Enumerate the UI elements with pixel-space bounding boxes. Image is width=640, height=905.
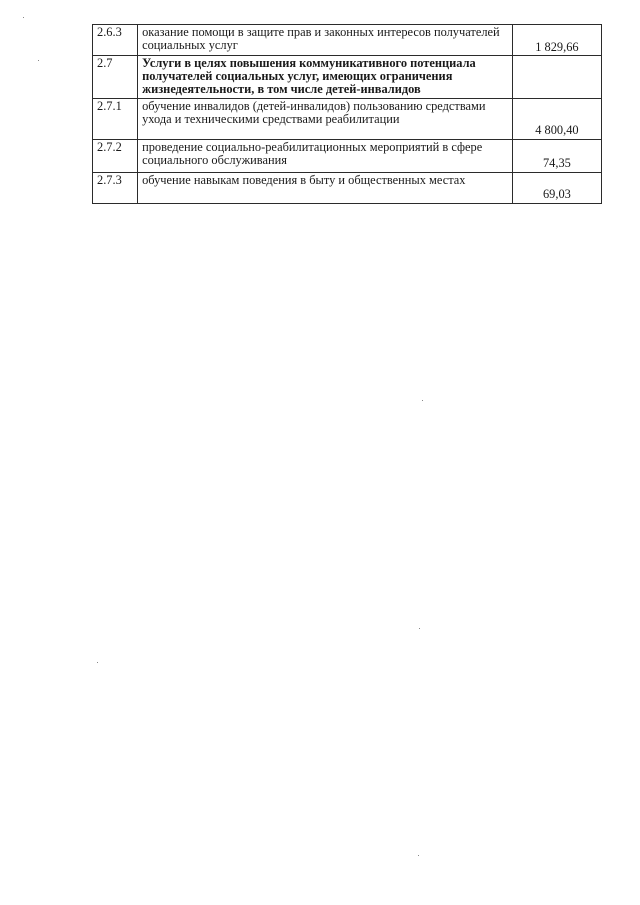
service-name: обучение инвалидов (детей-инвалидов) пользованию средствами ухода и техническими средствами реабилитации bbox=[138, 98, 513, 139]
service-price: 1 829,66 bbox=[512, 25, 601, 56]
scan-speck bbox=[23, 17, 24, 18]
service-name: проведение социально-реабилитационных мероприятий в сфере социального обслуживания bbox=[138, 139, 513, 172]
service-name: обучение навыкам поведения в быту и общественных местах bbox=[138, 172, 513, 203]
section-code: 2.7 bbox=[93, 56, 138, 99]
scan-speck bbox=[419, 628, 420, 629]
service-price: 69,03 bbox=[512, 172, 601, 203]
section-title: Услуги в целях повышения коммуникативного потенциала получателей социальных услуг, имеющих ограничения жизнедеятельности, в том числе детей-инвалидов bbox=[138, 56, 513, 99]
service-code: 2.6.3 bbox=[93, 25, 138, 56]
table-row bbox=[93, 139, 602, 172]
section-price bbox=[512, 56, 601, 99]
service-price: 4 800,40 bbox=[512, 98, 601, 139]
service-price: 74,35 bbox=[512, 139, 601, 172]
service-code: 2.7.3 bbox=[93, 172, 138, 203]
table-row bbox=[93, 172, 602, 203]
scan-speck bbox=[422, 400, 423, 401]
scan-speck bbox=[418, 855, 419, 856]
tariff-table bbox=[92, 24, 602, 204]
service-code: 2.7.1 bbox=[93, 98, 138, 139]
scan-speck bbox=[97, 662, 98, 663]
service-name: оказание помощи в защите прав и законных интересов получателей социальных услуг bbox=[138, 25, 513, 56]
table-row bbox=[93, 98, 602, 139]
scan-speck bbox=[38, 60, 39, 61]
table-row-section bbox=[93, 56, 602, 99]
table-row bbox=[93, 25, 602, 56]
service-code: 2.7.2 bbox=[93, 139, 138, 172]
